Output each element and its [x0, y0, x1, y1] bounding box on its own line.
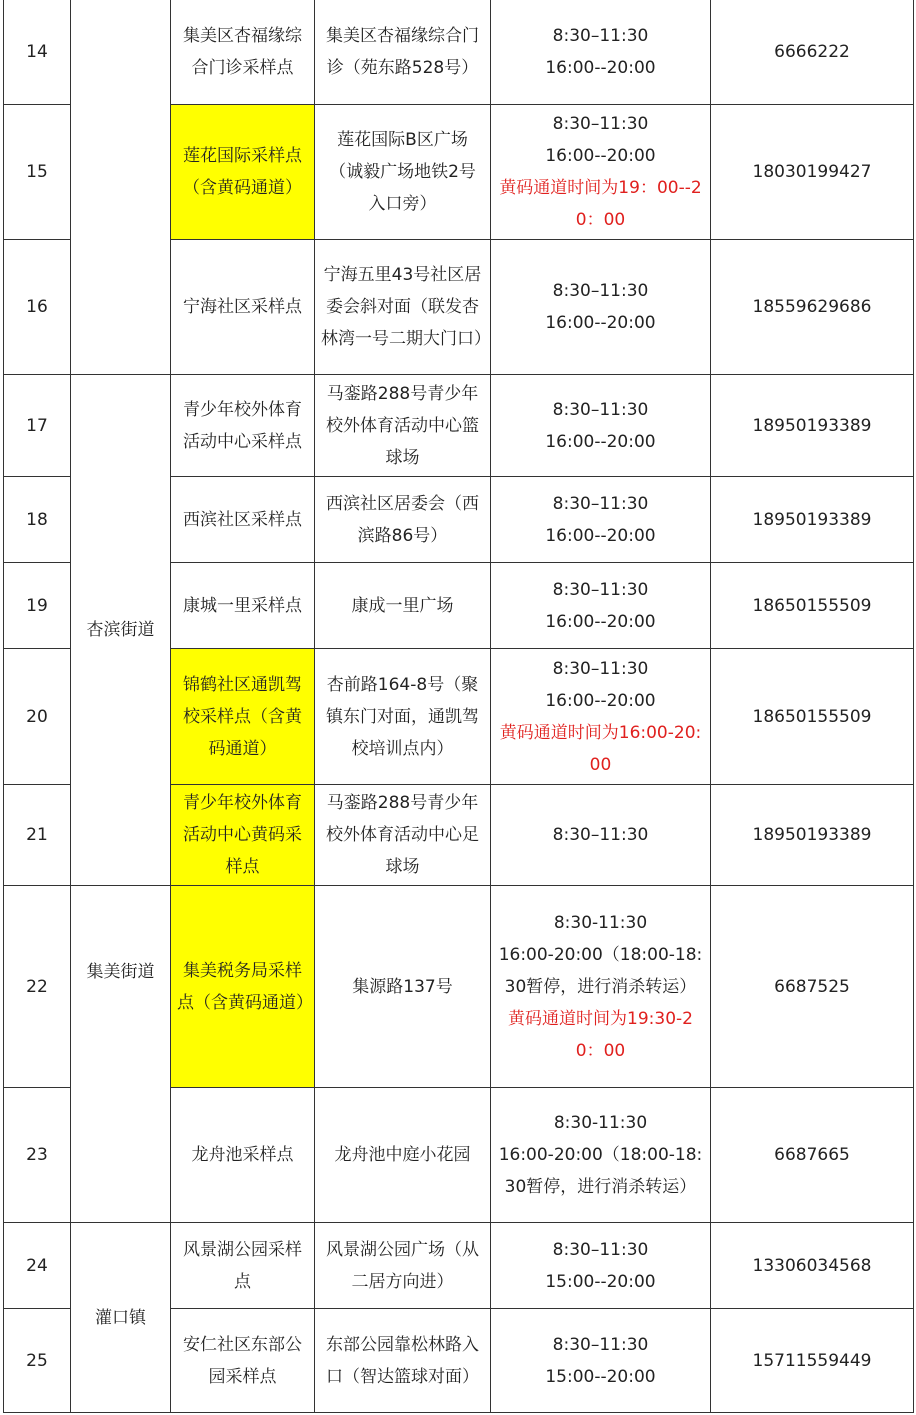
site-name: 龙舟池采样点 — [171, 1088, 315, 1223]
service-time — [491, 0, 711, 105]
service-time — [491, 563, 711, 649]
time-line: 8:30–11:30 — [552, 658, 649, 679]
time-line: 8:30–11:30 — [552, 114, 649, 134]
site-address: 马銮路288号青少年校外体育活动中心足球场 — [315, 785, 491, 886]
time-line: 8:30-11:30 — [553, 1113, 648, 1133]
contact-phone: 6666222 — [711, 0, 914, 105]
site-address: 马銮路288号青少年校外体育活动中心篮球场 — [315, 375, 491, 477]
contact-phone: 18559629686 — [711, 240, 914, 375]
contact-phone: 18950193389 — [711, 477, 914, 563]
service-time — [491, 785, 711, 886]
site-name: 莲花国际采样点（含黄码通道） — [171, 105, 315, 240]
service-time — [491, 477, 711, 563]
table-row — [4, 0, 914, 105]
time-line: 16:00--20:00 — [545, 431, 656, 452]
row-number: 23 — [4, 1088, 71, 1223]
time-line: 8:30–11:30 — [552, 1334, 649, 1355]
row-number: 17 — [4, 375, 71, 477]
service-time — [491, 1309, 711, 1413]
time-line: 8:30–11:30 — [552, 493, 649, 514]
site-address: 西滨社区居委会（西滨路86号） — [315, 477, 491, 563]
contact-phone: 18950193389 — [711, 375, 914, 477]
time-line: 16:00-20:00（18:00-18:30暂停，进行消杀转运） — [498, 1145, 703, 1197]
contact-phone: 6687665 — [711, 1088, 914, 1223]
row-number: 22 — [4, 886, 71, 1088]
row-number: 21 — [4, 785, 71, 886]
service-time — [491, 649, 711, 785]
time-line: 15:00--20:00 — [545, 1366, 656, 1387]
yellow-channel-time: 黄码通道时间为16:00-20:00 — [499, 722, 702, 775]
row-number: 18 — [4, 477, 71, 563]
site-name: 风景湖公园采样点 — [171, 1223, 315, 1309]
yellow-channel-time: 黄码通道时间为19:30-20：00 — [508, 1008, 693, 1061]
contact-phone: 13306034568 — [711, 1223, 914, 1309]
row-number: 19 — [4, 563, 71, 649]
time-line: 16:00--20:00 — [545, 57, 656, 78]
site-address: 杏前路164-8号（聚镇东门对面，通凯驾校培训点内） — [315, 649, 491, 785]
service-time — [491, 1088, 711, 1223]
site-address: 集美区杏福缘综合门诊（苑东路528号） — [315, 0, 491, 105]
time-line: 15:00--20:00 — [545, 1271, 656, 1292]
contact-phone: 18950193389 — [711, 785, 914, 886]
time-line: 8:30–11:30 — [552, 399, 649, 420]
yellow-channel-time: 黄码通道时间为19：00--20：00 — [499, 178, 702, 230]
site-name: 宁海社区采样点 — [171, 240, 315, 375]
row-number: 15 — [4, 105, 71, 240]
contact-phone: 18650155509 — [711, 563, 914, 649]
time-line: 16:00--20:00 — [545, 525, 656, 546]
site-address: 莲花国际B区广场（诚毅广场地铁2号入口旁） — [315, 105, 491, 240]
time-line: 8:30–11:30 — [552, 281, 649, 301]
site-name: 集美税务局采样点（含黄码通道） — [171, 886, 315, 1088]
contact-phone: 18030199427 — [711, 105, 914, 240]
row-number: 20 — [4, 649, 71, 785]
site-address: 康成一里广场 — [315, 563, 491, 649]
site-address: 东部公园靠松林路入口（智达篮球对面） — [315, 1309, 491, 1413]
site-name: 安仁社区东部公园采样点 — [171, 1309, 315, 1413]
site-address: 龙舟池中庭小花园 — [315, 1088, 491, 1223]
contact-phone: 6687525 — [711, 886, 914, 1088]
site-name: 锦鹤社区通凯驾校采样点（含黄码通道） — [171, 649, 315, 785]
site-name: 西滨社区采样点 — [171, 477, 315, 563]
time-line: 16:00--20:00 — [545, 611, 656, 632]
table-row — [4, 886, 914, 1088]
table-row — [4, 1223, 914, 1309]
site-name: 青少年校外体育活动中心黄码采样点 — [171, 785, 315, 886]
site-address: 宁海五里43号社区居委会斜对面（联发杏林湾一号二期大门口） — [315, 240, 491, 375]
row-number: 24 — [4, 1223, 71, 1309]
site-address: 集源路137号 — [315, 886, 491, 1088]
service-time — [491, 1223, 711, 1309]
service-time — [491, 105, 711, 240]
district-name: 杏滨街道 — [71, 375, 171, 886]
site-name: 青少年校外体育活动中心采样点 — [171, 375, 315, 477]
contact-phone: 15711559449 — [711, 1309, 914, 1413]
district-name: 灌口镇 — [71, 1223, 171, 1413]
time-line: 8:30-11:30 — [553, 912, 648, 933]
time-line: 16:00--20:00 — [545, 690, 656, 711]
time-line: 8:30–11:30 — [552, 25, 649, 46]
sampling-sites-table — [3, 0, 914, 1413]
district-name: 集美街道 — [71, 886, 171, 1223]
site-address: 风景湖公园广场（从二居方向进） — [315, 1223, 491, 1309]
service-time — [491, 886, 711, 1088]
time-line: 8:30–11:30 — [552, 825, 649, 845]
site-name: 康城一里采样点 — [171, 563, 315, 649]
time-line: 8:30–11:30 — [552, 579, 649, 600]
time-line: 16:00-20:00（18:00-18:30暂停，进行消杀转运） — [498, 944, 703, 997]
time-line: 16:00--20:00 — [545, 313, 656, 333]
time-line: 8:30–11:30 — [552, 1239, 649, 1260]
time-line: 16:00--20:00 — [545, 146, 656, 166]
service-time — [491, 375, 711, 477]
row-number: 16 — [4, 240, 71, 375]
site-name: 集美区杏福缘综合门诊采样点 — [171, 0, 315, 105]
district-cell-empty — [71, 0, 171, 375]
contact-phone: 18650155509 — [711, 649, 914, 785]
service-time — [491, 240, 711, 375]
table-row — [4, 375, 914, 477]
row-number: 14 — [4, 0, 71, 105]
row-number: 25 — [4, 1309, 71, 1413]
